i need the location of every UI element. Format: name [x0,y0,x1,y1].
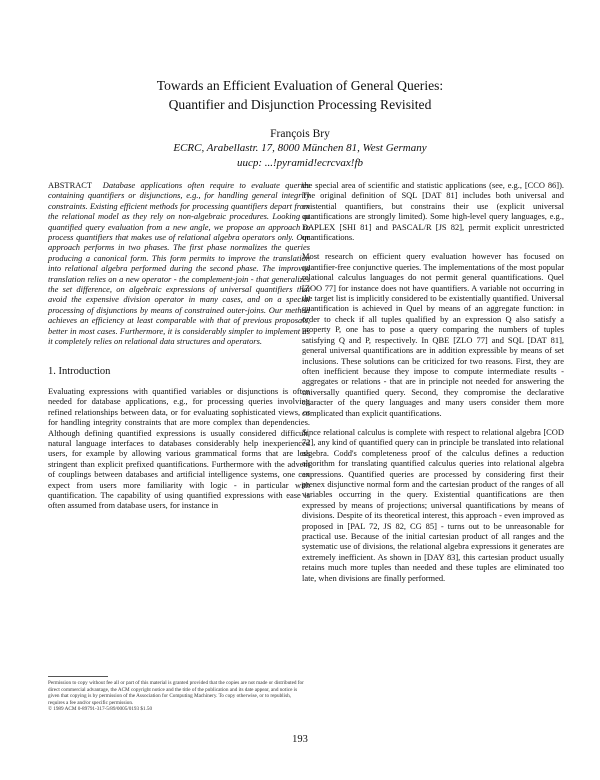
permission-notice: Permission to copy without fee all or part of this material is granted provided that the copies are not made or distributed for direct commercial advantage, the ACM copyright notice and the title of the publication and its date appear, and notice is given that copying is by permission of the Association for Computing Machinery. To copy otherwise, or to republish, requires a fee and/or specific permission. [48,680,304,706]
abstract-text: Database applications often require to evaluate queries containing quantifiers or disjunctions, e.g., for handling general integrity constraints. Existing efficient methods for processing quantifiers depart from the relational model as they rely on non-algebraic procedures. Looking at quantified query evaluation from a new angle, we propose an approach to process quantifiers that makes use of relational algebra operators only. Our approach performs in two phases. The first phase normalizes the queries producing a canonical form. This form permits to improve the translation into relational algebra performed during the second phase. The improved translation relies on a new operator - the complement-join - that generalizes the set difference, on algebraic expressions of universal quantifiers that avoid the expensive division operator in many cases, and on a special processing of disjunctions by means of constrained outer-joins. Our method achieves an efficiency at least comparable with that of previous proposals, better in most cases. Furthermore, it is considerably simpler to implement as it completely relies on relational data structures and operators. [48,180,311,347]
abstract-heading: ABSTRACT [48,180,93,190]
author-name: François Bry [270,128,330,140]
copyright-line: © 1989 ACM 0-89791-317-5/89/0005/0193 $1.50 [48,706,153,713]
right-column [302,180,564,583]
right-paragraph-1: the special area of scientific and statistic applications (see, e.g., [CCO 86]). The original definition of SQL [DAT 81] includes both universal and existential quantifiers, but constrains their use (explicit universal quantifications are strongly limited). Some high-level query languages, e.g., DAPLEX [SHI 81] and PASCAL/R [JS 82], permit explicit unrestricted quantifications. [302,180,564,243]
footnote-rule [48,676,108,677]
right-paragraph-3: Since relational calculus is complete with respect to relational algebra [COD 72], any kind of quantified query can in principle be translated into relational algebra. Codd's completeness proof of the calculus defines a reduction algorithm for translating quantified calculus queries into relational algebra expressions. Quantified queries are processed by considering first their prenex disjunctive normal form and the cartesian product of the ranges of all variables occurring in the query. Existential quantifications are then expressed by means of projections; universal quantifications by means of divisions. Despite of its theoretical interest, this approach - even improved as proposed in [PAL 72, JS 82, CG 85] - turns out to be unreasonable for practical use. Because of the initial cartesian product of all ranges and the systematic use of divisions, the relational algebra expressions it generates are extremely inefficient. As shown in [DAY 83], this cartesian product usually retains much more tuples than needed and these tuples are eliminated too late, when divisions are finally performed. [302,426,564,583]
page-number: 193 [292,734,308,745]
right-paragraph-2: Most research on efficient query evaluation however has focused on quantifier-free conjunctive queries. The implementations of the most popular relational calculus languages do not permit general quantifications. Quel [ZOO 77] for instance does not have quantifiers. A variable not occurring in the target list is implicitly considered to be existentially quantified. Universal quantification is achieved in Quel by means of an aggregate function: in order to check if all tuples qualified by an expression Q also satisfy a property P, one has to pose a query comparing the numbers of tuples satisfying Q and P, respectively. In QBE [ZLO 77] and SQL [DAT 81], general universal quantifications are in addition expressible by means of set inclusions. These solutions can be criticized for two reasons. First, they are often inefficient because they impose to compute intermediate results - aggregates or relations - that are in principle not needed for answering the universally quantified query. Second, they compromise the declarative character of the query languages and many users consider them more complicated than explicit quantifications. [302,251,564,418]
footnote [48,680,308,713]
paper-title-line-1: Towards an Efficient Evaluation of General Queries: [156,78,444,93]
title-block [0,76,600,170]
section-heading-introduction: 1. Introduction [48,365,111,377]
author-affiliation: ECRC, Arabellastr. 17, 8000 München 81, West Germany [173,142,427,154]
abstract [48,180,310,347]
left-column [48,180,310,511]
paper-title-line-2: Quantifier and Disjunction Processing Revisited [168,97,432,112]
intro-paragraph: Evaluating expressions with quantified variables or disjunctions is often needed for database applications, e.g., for processing queries involving refined relationships between data, or for evaluating sophisticated views, or for handling integrity constraints that are more complex than dependencies. Although defining quantified expressions is usually considered difficult, natural language interfaces to databases considerably help inexperienced users, for example by allowing various grammatical forms that are less stringent than explicit prefixed quantifications. Furthermore with the advent of couplings between databases and artificial intelligence systems, one can expect from users more familiarity with logic - in particular with quantification. The capability of using quantified expressions with ease is often assumed from database users, for instance in [48,385,310,511]
author-email: uucp: ...!pyramid!ecrcvax!fb [236,157,364,169]
